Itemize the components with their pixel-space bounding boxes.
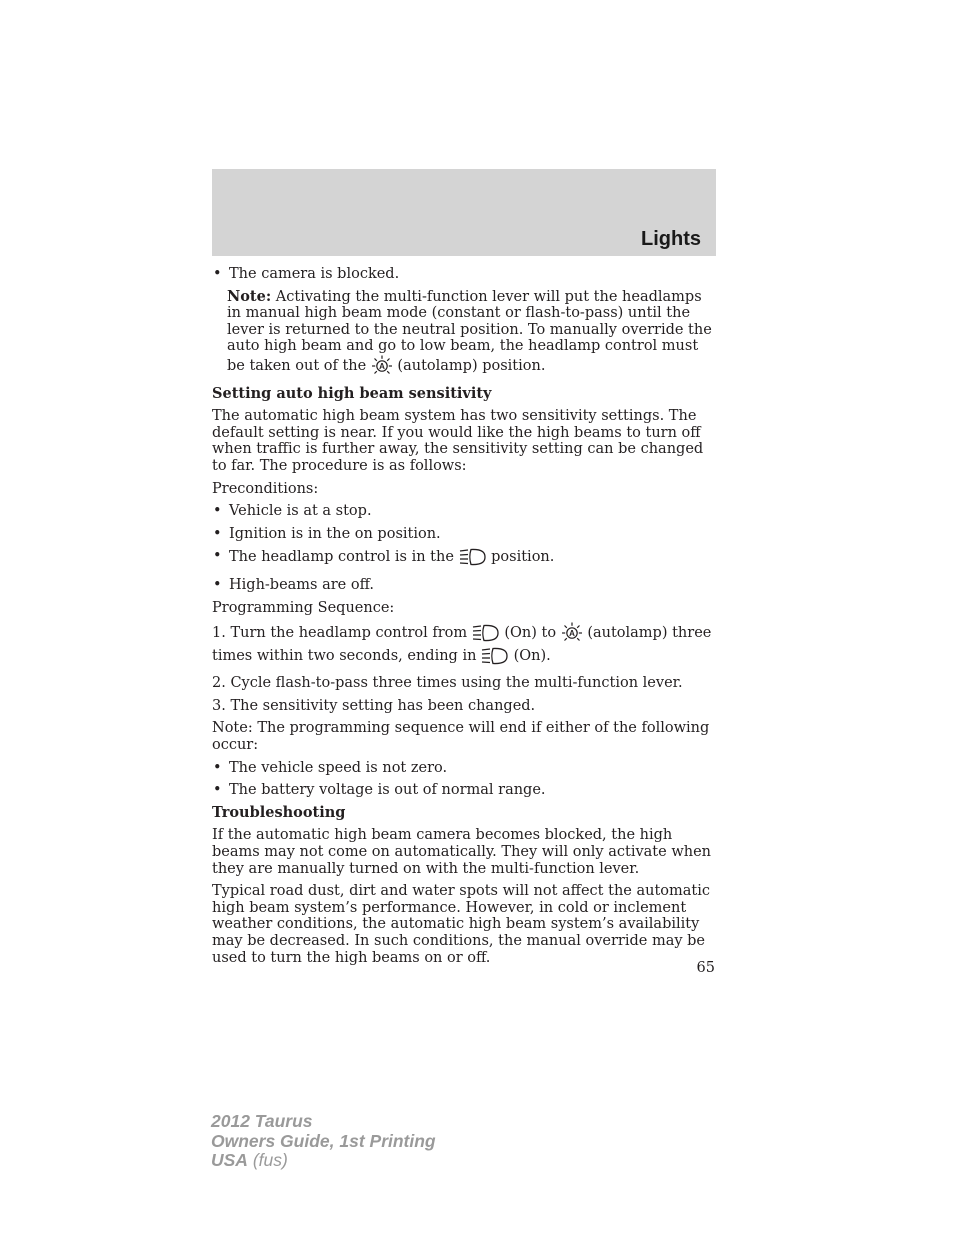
headlamp-icon	[481, 647, 509, 670]
preconditions-label: Preconditions:	[212, 480, 319, 497]
programming-note: Note: The programming sequence will end if either of the following occur:	[212, 720, 710, 754]
page-number: 65	[696, 960, 715, 976]
step-1: 1. Turn the headlamp control from (On) to A (autolamp) three times within two seconds, ending in (On).	[212, 622, 718, 669]
footer-line-3: USA (fus)	[211, 1150, 288, 1170]
page-content	[212, 266, 718, 972]
step-2: 2. Cycle flash-to-pass three times using the multi-function lever.	[212, 675, 683, 692]
note-label: Note:	[227, 287, 272, 305]
step-3: 3. The sensitivity setting has been changed.	[212, 697, 536, 714]
paragraph-troubleshooting-1: If the automatic high beam camera becomes blocked, the high beams may not come on automatically. They will only activate when they are manually turned on with the multi-function lever.	[212, 827, 711, 877]
footer	[211, 1112, 436, 1171]
heading-sensitivity: Setting auto high beam sensitivity	[212, 384, 492, 402]
paragraph-troubleshooting-2: Typical road dust, dirt and water spots will not affect the automatic high beam system’s performance. However, in cold or inclement weather conditions, the automatic high beam system’s availability may be decreased. In such conditions, the manual override may be used to turn the high beams on or off.	[212, 883, 710, 966]
list-item: • The vehicle speed is not zero.	[212, 760, 718, 777]
note-paragraph: Note: Activating the multi-function lever will put the headlamps in manual high beam mode (constant or flash-to-pass) until the lever is returned to the neutral position. To manually override the auto high beam and go to low beam, the headlamp control must be taken out of the A (autolamp) position.	[212, 289, 718, 380]
section-title: Lights	[641, 228, 701, 250]
list-item: • The camera is blocked.	[212, 266, 718, 283]
headlamp-icon	[472, 624, 500, 647]
headlamp-icon	[459, 548, 487, 571]
section-header-band	[212, 169, 716, 256]
paragraph-sensitivity: The automatic high beam system has two sensitivity settings. The default setting is near. If you would like the high beams to turn off when traffic is further away, the sensitivity setting can be changed to far. The procedure is as follows:	[212, 408, 704, 474]
list-item: • Vehicle is at a stop.	[212, 503, 718, 520]
heading-troubleshooting: Troubleshooting	[212, 803, 346, 821]
autolamp-icon	[561, 622, 583, 647]
list-item: • High-beams are off.	[212, 577, 718, 594]
svg-text:A: A	[568, 629, 575, 639]
programming-label: Programming Sequence:	[212, 599, 395, 616]
list-item: • The headlamp control is in the position.	[212, 548, 718, 571]
footer-line-2: Owners Guide, 1st Printing	[211, 1130, 436, 1151]
autolamp-icon	[371, 355, 393, 380]
svg-text:A: A	[378, 361, 385, 371]
footer-line-1: 2012 Taurus	[211, 1111, 313, 1131]
list-item: • The battery voltage is out of normal range.	[212, 782, 718, 799]
list-item: • Ignition is in the on position.	[212, 526, 718, 543]
